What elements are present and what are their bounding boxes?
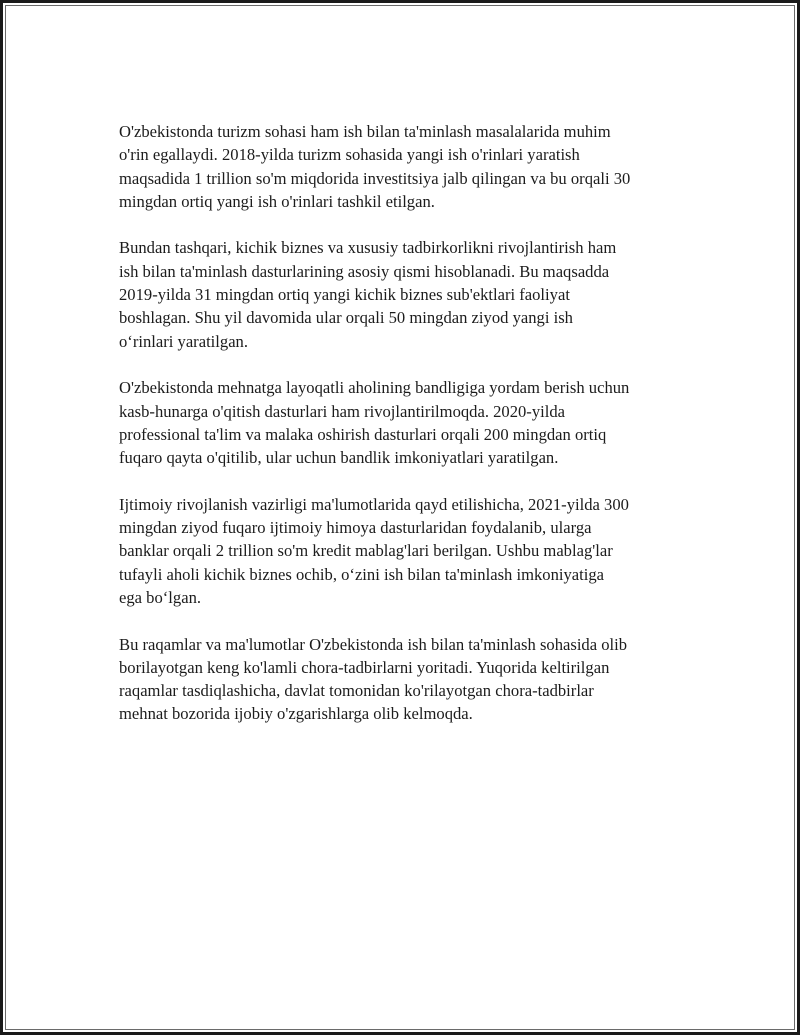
text-line: Bundan tashqari, kichik biznes va xususiy tadbirkorlikni rivojlantirish ham bbox=[119, 238, 617, 258]
text-line: professional ta'lim va malaka oshirish dasturlari orqali 200 mingdan ortiq bbox=[119, 424, 607, 444]
text-line: 2019-yilda 31 mingdan ortiq yangi kichik biznes sub'ektlari faoliyat bbox=[119, 285, 570, 305]
text-line: ish bilan ta'minlash dasturlarining asosiy qismi hisoblanadi. Bu maqsadda bbox=[119, 261, 610, 281]
text-line: kasb-hunarga o'qitish dasturlari ham rivojlantirilmoqda. 2020-yilda bbox=[119, 401, 566, 421]
text-line: fuqaro qayta o'qitilib, ular uchun bandlik imkoniyatlari yaratilgan. bbox=[119, 448, 559, 468]
text-line: O'zbekistonda turizm sohasi ham ish bilan ta'minlash masalalarida muhim bbox=[119, 122, 611, 141]
document-body bbox=[119, 120, 699, 749]
text-line: o'rin egallaydi. 2018-yilda turizm sohasida yangi ish o'rinlari yaratish bbox=[119, 145, 580, 165]
paragraph-2 bbox=[119, 236, 699, 352]
text-line: maqsadida 1 trillion so'm miqdorida investitsiya jalb qilingan va bu orqali 30 bbox=[119, 168, 631, 188]
text-line: boshlagan. Shu yil davomida ular orqali 50 mingdan ziyod yangi ish bbox=[119, 308, 573, 328]
text-line: mingdan ziyod fuqaro ijtimoiy himoya dasturlaridan foydalanib, ularga bbox=[119, 518, 592, 538]
paragraph-4 bbox=[119, 493, 699, 609]
text-line: Ijtimoiy rivojlanish vazirligi ma'lumotlarida qayd etilishicha, 2021-yilda 300 bbox=[119, 494, 629, 514]
text-line: mehnat bozorida ijobiy o'zgarishlarga olib kelmoqda. bbox=[119, 704, 473, 724]
text-line: ega bo‘lgan. bbox=[119, 587, 202, 607]
paragraph-3 bbox=[119, 376, 699, 469]
text-line: O'zbekistonda mehnatga layoqatli aholining bandligiga yordam berish uchun bbox=[119, 378, 630, 398]
text-line: Bu raqamlar va ma'lumotlar O'zbekistonda ish bilan ta'minlash sohasida olib bbox=[119, 634, 628, 654]
text-line: borilayotgan keng ko'lamli chora-tadbirlarni yoritadi. Yuqorida keltirilgan bbox=[119, 657, 610, 677]
text-line: banklar orqali 2 trillion so'm kredit mablag'lari berilgan. Ushbu mablag'lar bbox=[119, 541, 613, 561]
paragraph-5 bbox=[119, 633, 699, 726]
text-line: mingdan ortiq yangi ish o'rinlari tashkil etilgan. bbox=[119, 191, 435, 211]
text-line: o‘rinlari yaratilgan. bbox=[119, 331, 249, 351]
paragraph-1 bbox=[119, 120, 699, 213]
text-line: raqamlar tasdiqlashicha, davlat tomonidan ko'rilayotgan chora-tadbirlar bbox=[119, 681, 594, 701]
text-line: tufayli aholi kichik biznes ochib, o‘zini ish bilan ta'minlash imkoniyatiga bbox=[119, 564, 605, 584]
